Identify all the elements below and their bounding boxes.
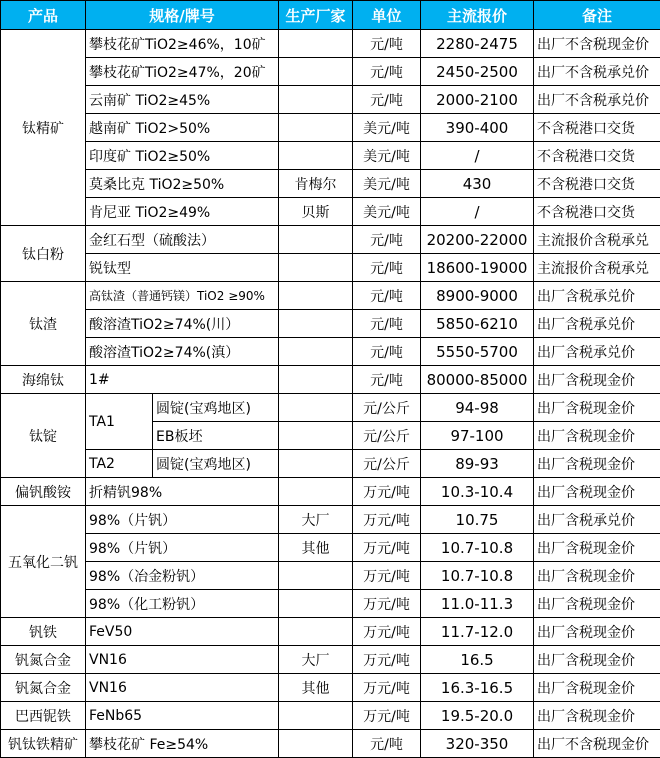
spec-cell: 攀枝花矿TiO2≥47%，20矿 [86,58,279,86]
product-cell: 钛渣 [1,282,86,366]
table-row [1,506,660,534]
spec-cell: 攀枝花矿 Fe≥54% [86,730,279,758]
maker-cell: 其他 [279,674,353,702]
note-cell: 不含税港口交货 [534,198,660,226]
note-cell: 出厂不含税承兑价 [534,58,660,86]
unit-cell: 元/吨 [353,282,421,310]
table-row [1,338,660,366]
maker-cell [279,114,353,142]
table-row [1,282,660,310]
table-row [1,394,660,422]
maker-cell [279,86,353,114]
unit-cell: 元/吨 [353,254,421,282]
note-cell: 出厂含税承兑价 [534,506,660,534]
product-cell: 偏钒酸铵 [1,478,86,506]
note-cell: 出厂含税承兑价 [534,310,660,338]
price-cell: 16.5 [421,646,534,674]
maker-cell [279,450,353,478]
spec-cell: 越南矿 TiO2>50% [86,114,279,142]
note-cell: 出厂含税现金价 [534,478,660,506]
maker-cell [279,282,353,310]
price-cell: 10.3-10.4 [421,478,534,506]
product-cell: 五氧化二钒 [1,506,86,618]
note-cell: 出厂含税现金价 [534,590,660,618]
maker-cell [279,478,353,506]
table-row [1,618,660,646]
shape-cell: 圆锭(宝鸡地区) [153,394,279,422]
unit-cell: 万元/吨 [353,590,421,618]
unit-cell: 万元/吨 [353,674,421,702]
spec-cell: 锐钛型 [86,254,279,282]
table-row [1,730,660,758]
maker-cell [279,142,353,170]
price-cell: 19.5-20.0 [421,702,534,730]
maker-cell [279,310,353,338]
product-cell: 钛白粉 [1,226,86,282]
shape-cell: 圆锭(宝鸡地区) [153,450,279,478]
spec-cell: 酸溶渣TiO2≥74%(滇） [86,338,279,366]
price-cell: 2000-2100 [421,86,534,114]
unit-cell: 万元/吨 [353,478,421,506]
table-row [1,198,660,226]
table-row [1,310,660,338]
note-cell: 出厂含税现金价 [534,394,660,422]
note-cell: 出厂含税现金价 [534,422,660,450]
spec-cell: 98%（冶金粉钒） [86,562,279,590]
price-cell: 10.75 [421,506,534,534]
spec-cell: 98%（化工粉钒） [86,590,279,618]
column-header-price: 主流报价 [421,1,534,30]
unit-cell: 元/吨 [353,30,421,58]
unit-cell: 元/公斤 [353,422,421,450]
note-cell: 不含税港口交货 [534,170,660,198]
price-cell: 94-98 [421,394,534,422]
maker-cell: 肯梅尔 [279,170,353,198]
unit-cell: 元/吨 [353,730,421,758]
column-header-product: 产品 [1,1,86,30]
product-cell: 钒钛铁精矿 [1,730,86,758]
note-cell: 出厂含税现金价 [534,534,660,562]
price-cell: / [421,142,534,170]
price-cell: 11.7-12.0 [421,618,534,646]
spec-cell: 金红石型（硫酸法） [86,226,279,254]
spec-cell: 印度矿 TiO2≥50% [86,142,279,170]
unit-cell: 元/吨 [353,86,421,114]
note-cell: 出厂含税现金价 [534,366,660,394]
table-row [1,590,660,618]
spec-cell: 攀枝花矿TiO2≥46%，10矿 [86,30,279,58]
price-cell: 20200-22000 [421,226,534,254]
price-cell: / [421,198,534,226]
spec-cell: 莫桑比克 TiO2≥50% [86,170,279,198]
table-row [1,86,660,114]
unit-cell: 元/吨 [353,310,421,338]
product-cell: 钒氮合金 [1,674,86,702]
note-cell: 出厂含税承兑价 [534,282,660,310]
maker-cell [279,394,353,422]
table-row [1,30,660,58]
spec-cell: 高钛渣（普通钙镁）TiO2 ≥90% [86,282,279,310]
table-row [1,478,660,506]
table-row [1,702,660,730]
column-header-note: 备注 [534,1,660,30]
unit-cell: 美元/吨 [353,170,421,198]
product-cell: 海绵钛 [1,366,86,394]
price-cell: 97-100 [421,422,534,450]
maker-cell [279,422,353,450]
product-cell: 钒铁 [1,618,86,646]
price-cell: 2280-2475 [421,30,534,58]
spec-cell: 肯尼亚 TiO2≥49% [86,198,279,226]
note-cell: 出厂含税现金价 [534,702,660,730]
spec-cell: 98%（片钒） [86,534,279,562]
spec-cell: VN16 [86,646,279,674]
maker-cell [279,30,353,58]
note-cell: 出厂含税现金价 [534,562,660,590]
note-cell: 出厂不含税现金价 [534,30,660,58]
unit-cell: 元/吨 [353,366,421,394]
table-row [1,366,660,394]
unit-cell: 元/吨 [353,58,421,86]
note-cell: 不含税港口交货 [534,142,660,170]
spec-cell: 98%（片钒） [86,506,279,534]
note-cell: 不含税港口交货 [534,114,660,142]
unit-cell: 万元/吨 [353,646,421,674]
spec-cell: 酸溶渣TiO2≥74%(川） [86,310,279,338]
table-row [1,646,660,674]
table-row [1,450,660,478]
table-row [1,114,660,142]
maker-cell [279,562,353,590]
maker-cell [279,226,353,254]
maker-cell [279,618,353,646]
unit-cell: 元/公斤 [353,450,421,478]
unit-cell: 万元/吨 [353,702,421,730]
table-row [1,58,660,86]
spec-cell: FeNb65 [86,702,279,730]
price-cell: 16.3-16.5 [421,674,534,702]
table-row [1,534,660,562]
maker-cell [279,254,353,282]
unit-cell: 美元/吨 [353,114,421,142]
column-header-spec: 规格/牌号 [86,1,279,30]
unit-cell: 万元/吨 [353,506,421,534]
price-cell: 320-350 [421,730,534,758]
price-cell: 89-93 [421,450,534,478]
maker-cell [279,590,353,618]
note-cell: 主流报价含税承兑 [534,226,660,254]
spec-cell: 云南矿 TiO2≥45% [86,86,279,114]
maker-cell: 大厂 [279,646,353,674]
price-cell: 8900-9000 [421,282,534,310]
unit-cell: 美元/吨 [353,198,421,226]
spec-cell: VN16 [86,674,279,702]
note-cell: 主流报价含税承兑 [534,254,660,282]
price-cell: 10.7-10.8 [421,534,534,562]
table-row [1,142,660,170]
maker-cell: 大厂 [279,506,353,534]
product-cell: 钛精矿 [1,30,86,226]
note-cell: 出厂含税现金价 [534,450,660,478]
maker-cell: 贝斯 [279,198,353,226]
price-cell: 430 [421,170,534,198]
spec-cell: 1# [86,366,279,394]
unit-cell: 万元/吨 [353,562,421,590]
maker-cell [279,702,353,730]
maker-cell [279,730,353,758]
column-header-maker: 生产厂家 [279,1,353,30]
note-cell: 出厂不含税承兑价 [534,86,660,114]
header-row [1,1,660,30]
price-cell: 5550-5700 [421,338,534,366]
price-cell: 10.7-10.8 [421,562,534,590]
spec-cell: 折精钒98% [86,478,279,506]
product-cell: 巴西铌铁 [1,702,86,730]
unit-cell: 美元/吨 [353,142,421,170]
product-cell: 钛锭 [1,394,86,478]
price-cell: 390-400 [421,114,534,142]
note-cell: 出厂不含税现金价 [534,730,660,758]
price-cell: 18600-19000 [421,254,534,282]
shape-cell: EB板坯 [153,422,279,450]
note-cell: 出厂含税现金价 [534,618,660,646]
maker-cell [279,366,353,394]
unit-cell: 万元/吨 [353,534,421,562]
unit-cell: 万元/吨 [353,618,421,646]
grade-cell: TA2 [86,450,153,478]
spec-cell: FeV50 [86,618,279,646]
grade-cell: TA1 [86,394,153,450]
note-cell: 出厂含税现金价 [534,674,660,702]
maker-cell [279,338,353,366]
table-row [1,562,660,590]
maker-cell [279,58,353,86]
price-cell: 5850-6210 [421,310,534,338]
column-header-unit: 单位 [353,1,421,30]
table-row [1,170,660,198]
price-cell: 80000-85000 [421,366,534,394]
product-cell: 钒氮合金 [1,646,86,674]
maker-cell: 其他 [279,534,353,562]
table-row [1,674,660,702]
unit-cell: 元/公斤 [353,394,421,422]
unit-cell: 元/吨 [353,226,421,254]
table-row [1,254,660,282]
note-cell: 出厂含税现金价 [534,646,660,674]
price-cell: 2450-2500 [421,58,534,86]
unit-cell: 元/吨 [353,338,421,366]
price-cell: 11.0-11.3 [421,590,534,618]
table-row [1,226,660,254]
note-cell: 出厂含税承兑价 [534,338,660,366]
